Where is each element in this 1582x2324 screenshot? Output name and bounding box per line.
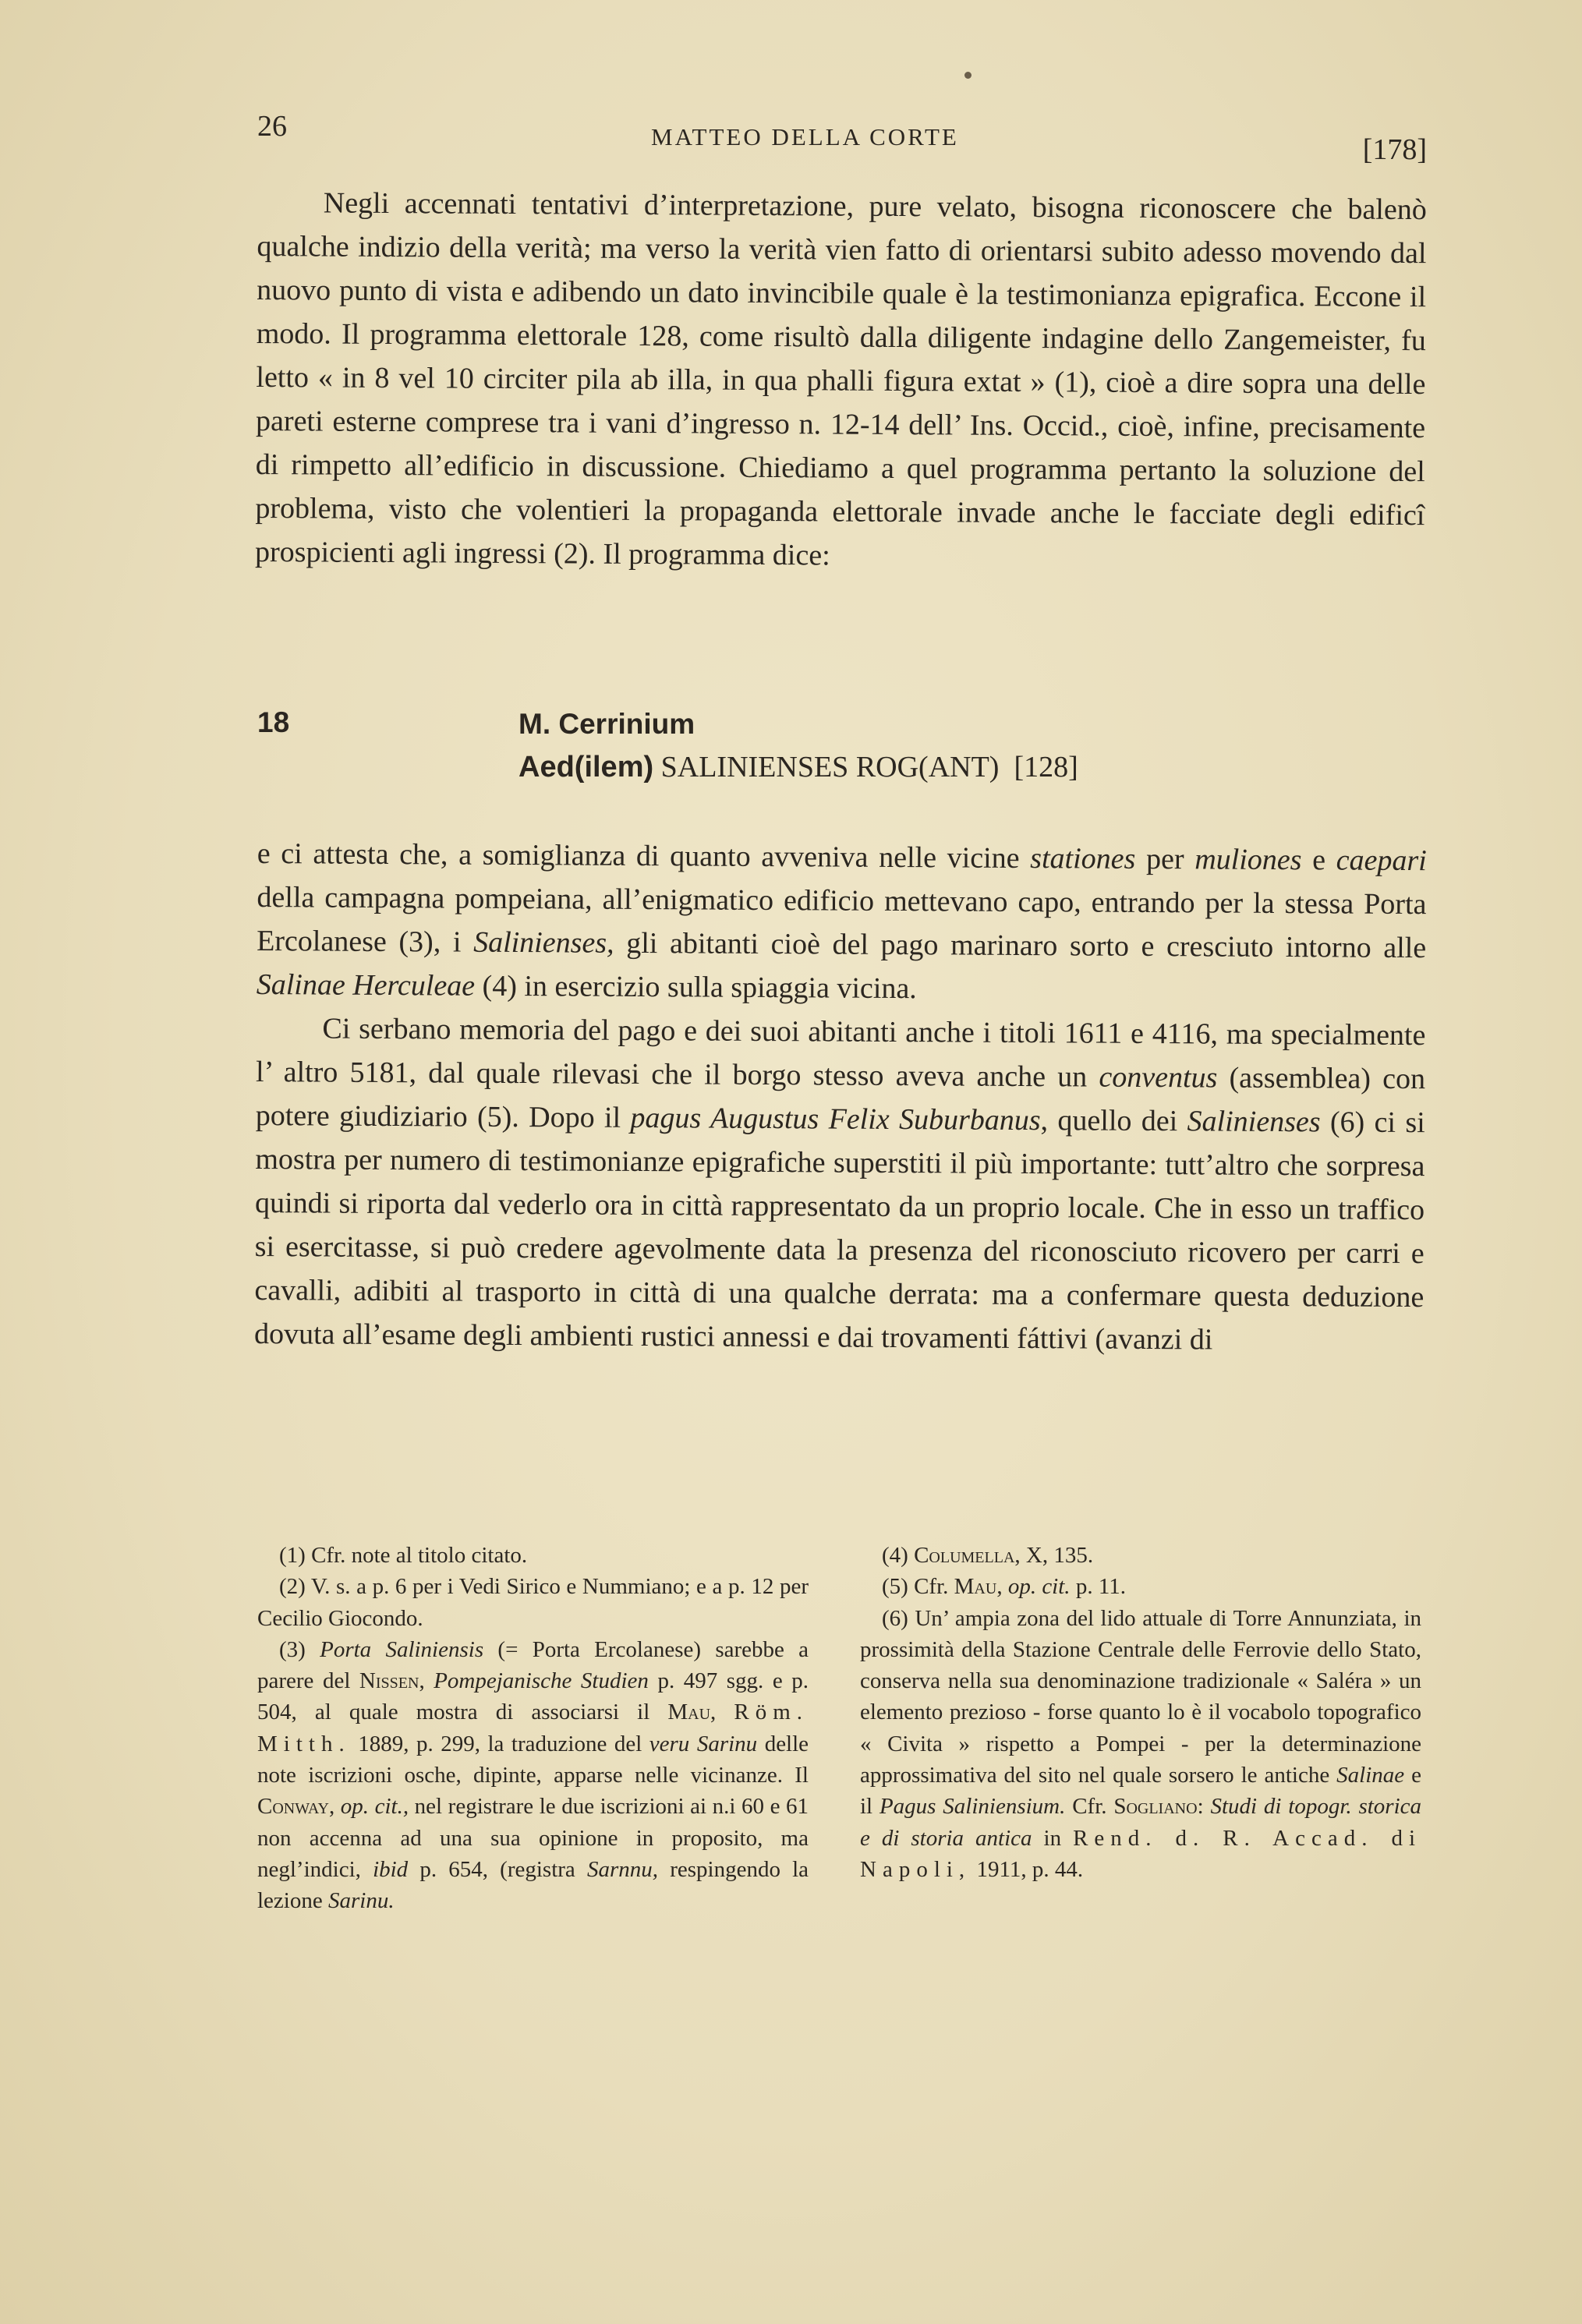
body-paragraph-1	[255, 181, 1427, 581]
text-run: (= Porta Ercolanese) sarebbe a parere del	[257, 1636, 809, 1694]
italic-term: Studi di topogr. storica e di storia antica	[860, 1794, 1422, 1851]
italic-term: Pagus Saliniensium.	[879, 1794, 1066, 1820]
body-paragraphs-2-3	[254, 832, 1427, 1363]
italic-term: conventus	[1099, 1060, 1218, 1095]
text-run: 1911, p. 44.	[976, 1856, 1084, 1882]
italic-term: ibid	[373, 1856, 409, 1882]
text-run: , X, 135.	[1014, 1543, 1094, 1568]
text-run: (3)	[279, 1636, 306, 1662]
text-run: (6) Un’ ampia zona del lido attuale di Torre Annunziata, in prossimità della Stazione Centrale delle Ferrovie dello Stato, conserva nella sua denominazione tradizionale « Saléra » un elemento prezioso - forse quanto lo è il vocabolo topografico « Civita » rispetto a Pompei - per la determinazione approssimativa del sito nel quale sorsero le antiche	[860, 1605, 1421, 1788]
italic-term: muliones	[1194, 843, 1302, 877]
text-run: 1889, p. 299, la traduzione del	[358, 1731, 642, 1756]
author-name: Sogliano	[1113, 1794, 1198, 1820]
text-run: , quello dei	[1040, 1104, 1178, 1138]
italic-term: Sarinu.	[327, 1888, 395, 1914]
text-run: respingendo la lezione	[257, 1856, 809, 1914]
paragraph-3	[254, 1006, 1426, 1363]
italic-term: pagus Augustus Felix Suburbanus	[630, 1101, 1041, 1137]
author-name: Mau	[667, 1700, 711, 1725]
text-run: p. 654, (registra	[419, 1856, 575, 1882]
text-run: e il	[860, 1763, 1421, 1820]
paragraph-text: Negli accennati tentativi d’interpretazione, pure velato, bisogna riconoscere che balenò qualche indizio della verità; ma verso la verità vien fatto di orientarsi subito adesso movendo dal nuovo punto di vista e adibendo un dato invincibile quale è la testimonianza epigrafica. Eccone il modo. Il programma elettorale 128, come risultò dalla diligente indagine dello Zangemeister, fu letto « in 8 vel 10 circiter pila ab illa, in qua phalli figura extat » (1), cioè a dire sopra una delle pareti esterne comprese tra i vani d’ingresso n. 12-14 dell’ Ins. Occid., cioè, infine, precisamente di rimpetto all’edificio in discussione. Chiediamo a quel programma pertanto la soluzione del problema, visto che volentieri la propaganda elettorale invade anche le facciate degli edificî prospicienti agli ingressi (2). Il programma dice:	[254, 186, 1427, 572]
author-name: Conway	[257, 1794, 329, 1820]
text-run: della campagna pompeiana, all’enigmatico edificio mettevano capo, entrando per la stessa Porta Ercolanese (3), i	[257, 880, 1427, 959]
section-number: [178]	[1362, 133, 1427, 166]
text-run: :	[1197, 1794, 1204, 1820]
italic-term: Salinae	[1336, 1763, 1405, 1788]
italic-term: veru Sarinu	[649, 1731, 758, 1756]
text-run: Ci serbano memoria del pago e dei suoi abitanti anche i titoli 1611 e 4116, ma specialmente l’ altro 5181, dal quale rilevasi che il borgo stesso aveva anche un	[255, 1012, 1426, 1094]
text-run: delle note iscrizioni osche, dipinte, apparse nelle vicinanze. Il	[257, 1731, 809, 1788]
text-run: Cfr.	[1072, 1794, 1107, 1820]
inscription-abbr: Aed(ilem)	[518, 751, 654, 784]
text-run: per	[1145, 842, 1184, 876]
italic-term: Porta Saliniensis	[320, 1636, 484, 1662]
text-run: (4)	[882, 1543, 908, 1568]
text-run: (assemblea) con potere giudiziario (5). Dopo il	[255, 1061, 1426, 1134]
italic-term: Salinienses,	[473, 925, 614, 960]
text-run: gli abitanti cioè del pago marinaro sorto e cresciuto intorno alle	[626, 926, 1427, 965]
italic-term: Pompejanische Studien	[434, 1668, 649, 1694]
footnote-5	[860, 1571, 1421, 1602]
text-run: ,	[710, 1700, 717, 1725]
text-run: (4) in esercizio sulla spiaggia vicina.	[482, 969, 917, 1006]
italic-term: Sarnnu,	[586, 1856, 659, 1882]
text-run: in	[1043, 1825, 1062, 1851]
running-title: MATTEO DELLA CORTE	[651, 123, 959, 150]
spaced-citation: Rend. d. R. Accad. di Napoli,	[860, 1825, 1422, 1882]
italic-term: Salinienses	[1187, 1105, 1321, 1139]
ink-speck	[964, 72, 971, 79]
text-run: p. 497 sgg. e p. 504, al quale mostra di associarsi il	[257, 1668, 809, 1725]
text-run: e ci attesta che, a somiglianza di quanto avveniva nelle vicine	[257, 837, 1020, 875]
text-run: ,	[419, 1668, 425, 1694]
footnote-1: (1) Cfr. note al titolo citato.	[279, 1543, 528, 1568]
inscription-number: 18	[257, 706, 290, 738]
author-name: Columella	[914, 1543, 1015, 1568]
italic-term: stationes	[1030, 842, 1136, 875]
inscription-line-2	[518, 750, 1078, 784]
inscription-line-1: M. Cerrinium	[518, 708, 695, 740]
text-run: ,	[996, 1574, 1003, 1600]
page-number: 26	[257, 110, 287, 143]
spaced-citation: Röm. Mitth.	[257, 1700, 809, 1756]
footnotes-right-column	[860, 1540, 1421, 1885]
italic-term: op. cit.	[1007, 1574, 1071, 1600]
text-run: (5) Cfr.	[882, 1574, 949, 1600]
text-run: p. 11.	[1075, 1574, 1126, 1600]
footnotes-left-column	[257, 1540, 809, 1917]
footnote-2: (2) V. s. a p. 6 per i Vedi Sirico e Nummiano; e a p. 12 per Cecilio Giocondo.	[257, 1574, 809, 1631]
footnote-6	[860, 1603, 1421, 1886]
text-run: ,	[328, 1794, 335, 1820]
text-run: (6) ci si mostra per numero di testimonianze epigrafiche superstiti il più importante: tutt’altro che sorpresa quindi si riporta dal vederlo ora in città rappresentato da un proprio locale. Che in esso un traffico si esercitasse, si può credere agevolmente data la presenza del riconosciuto ricovero per carri e cavalli, adibiti al trasporto in città di una qualche derrata: ma a confermare questa deduzione dovuta all’esame degli ambienti rustici annessi e dai trovamenti fáttivi (avanzi di	[253, 1105, 1425, 1357]
inscription-ref: [128]	[1014, 751, 1078, 784]
page-header	[257, 109, 1427, 164]
italic-term: caepari	[1336, 844, 1427, 878]
footnote-3	[257, 1634, 809, 1917]
text-run: nel registrare le due iscrizioni ai n.i 60 e 61 non accenna ad una sua opinione in proposito, ma negl’indici,	[257, 1794, 809, 1882]
author-name: Nissen	[359, 1668, 419, 1694]
paragraph-2	[257, 832, 1427, 1013]
author-name: Mau	[954, 1574, 997, 1600]
inscription-text: SALINIENSES ROG(ANT)	[660, 751, 1000, 784]
italic-term: op. cit.,	[340, 1794, 409, 1820]
footnote-4	[860, 1540, 1421, 1571]
text-run: e	[1312, 844, 1326, 877]
inscription-block	[257, 702, 1427, 811]
italic-term: Salinae Herculeae	[256, 967, 476, 1003]
